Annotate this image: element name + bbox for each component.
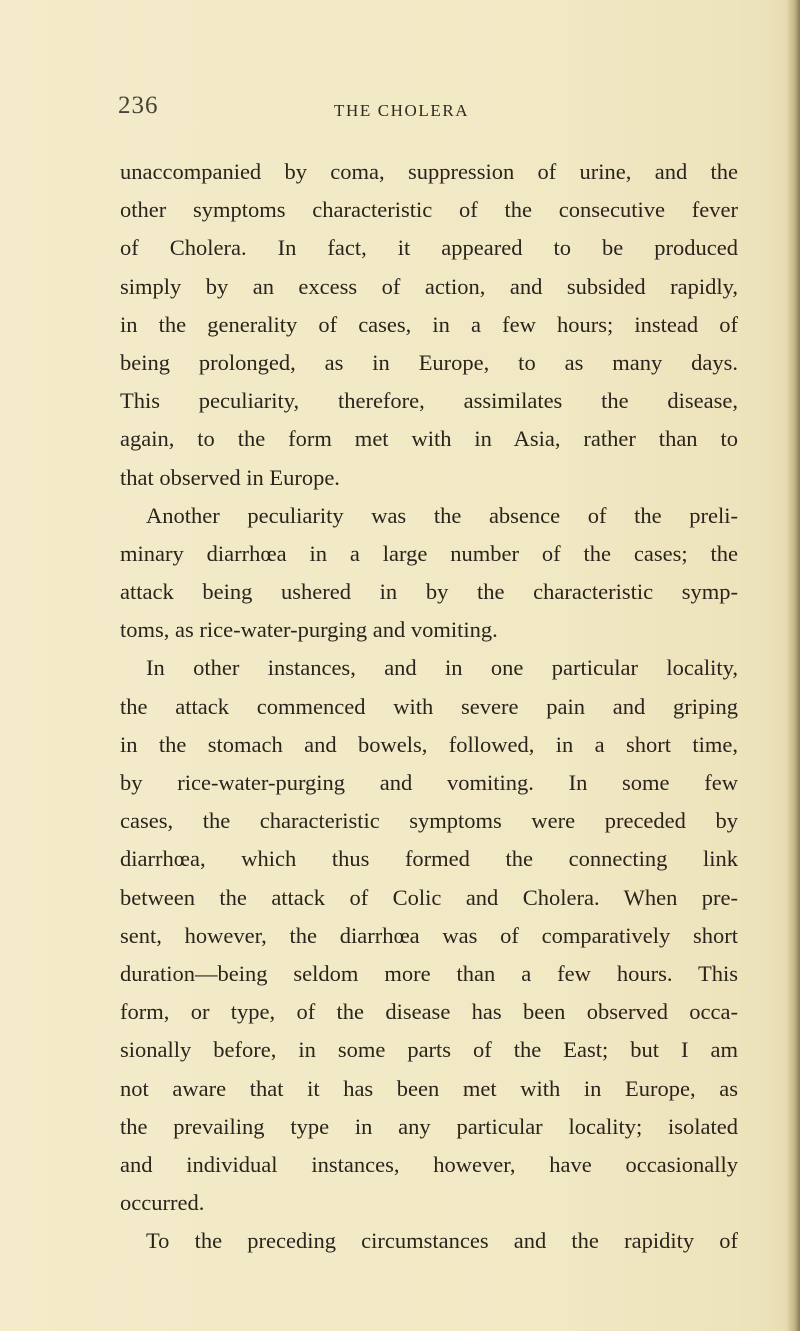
text-line: attack being ushered in by the characteristic symp- bbox=[120, 579, 738, 605]
text-line: unaccompanied by coma, suppression of urine, and the bbox=[120, 159, 738, 184]
text-line: Another peculiarity was the absence of the preli- bbox=[146, 502, 738, 528]
running-title: THE CHOLERA bbox=[334, 101, 470, 120]
text-line: diarrhœa, which thus formed the connecting link bbox=[120, 846, 738, 872]
text-line: between the attack of Colic and Cholera. When pre- bbox=[120, 884, 738, 910]
text-line: the attack commenced with severe pain and griping bbox=[120, 693, 738, 719]
text-line: minary diarrhœa in a large number of the cases; the bbox=[120, 540, 738, 566]
page-edge-shadow bbox=[786, 0, 800, 1331]
text-line: again, to the form met with in Asia, rather than to bbox=[120, 426, 738, 452]
text-line: in the stomach and bowels, followed, in a short time, bbox=[120, 731, 738, 757]
text-line: sent, however, the diarrhœa was of comparatively short bbox=[120, 922, 738, 948]
text-line: in the generality of cases, in a few hours; instead of bbox=[120, 311, 738, 337]
text-line: simply by an excess of action, and subsided rapidly, bbox=[120, 273, 738, 299]
text-line: duration—being seldom more than a few hours. This bbox=[120, 960, 738, 986]
text-line: not aware that it has been met with in Europe, as bbox=[120, 1075, 738, 1101]
body-text bbox=[120, 153, 738, 1260]
text-line: cases, the characteristic symptoms were preceded by bbox=[120, 808, 738, 834]
text-line: In other instances, and in one particular locality, bbox=[146, 655, 738, 681]
text-line: that observed in Europe. bbox=[120, 464, 340, 490]
page-number: 236 bbox=[118, 92, 159, 119]
text-line: sionally before, in some parts of the East; but I am bbox=[120, 1037, 738, 1063]
text-line: occurred. bbox=[120, 1190, 205, 1216]
text-line: To the preceding circumstances and the rapidity of bbox=[146, 1228, 738, 1254]
text-line: This peculiarity, therefore, assimilates the disease, bbox=[120, 388, 738, 414]
text-line: other symptoms characteristic of the consecutive fever bbox=[120, 197, 738, 223]
text-line: being prolonged, as in Europe, to as many days. bbox=[120, 349, 738, 375]
text-line: and individual instances, however, have occasionally bbox=[120, 1151, 738, 1177]
text-line: the prevailing type in any particular locality; isolated bbox=[120, 1113, 738, 1139]
text-line: toms, as rice-water-purging and vomiting. bbox=[120, 617, 498, 643]
text-line: of Cholera. In fact, it appeared to be produced bbox=[120, 235, 738, 261]
text-line: form, or type, of the disease has been observed occa- bbox=[120, 999, 738, 1025]
text-line: by rice-water-purging and vomiting. In some few bbox=[120, 770, 738, 795]
